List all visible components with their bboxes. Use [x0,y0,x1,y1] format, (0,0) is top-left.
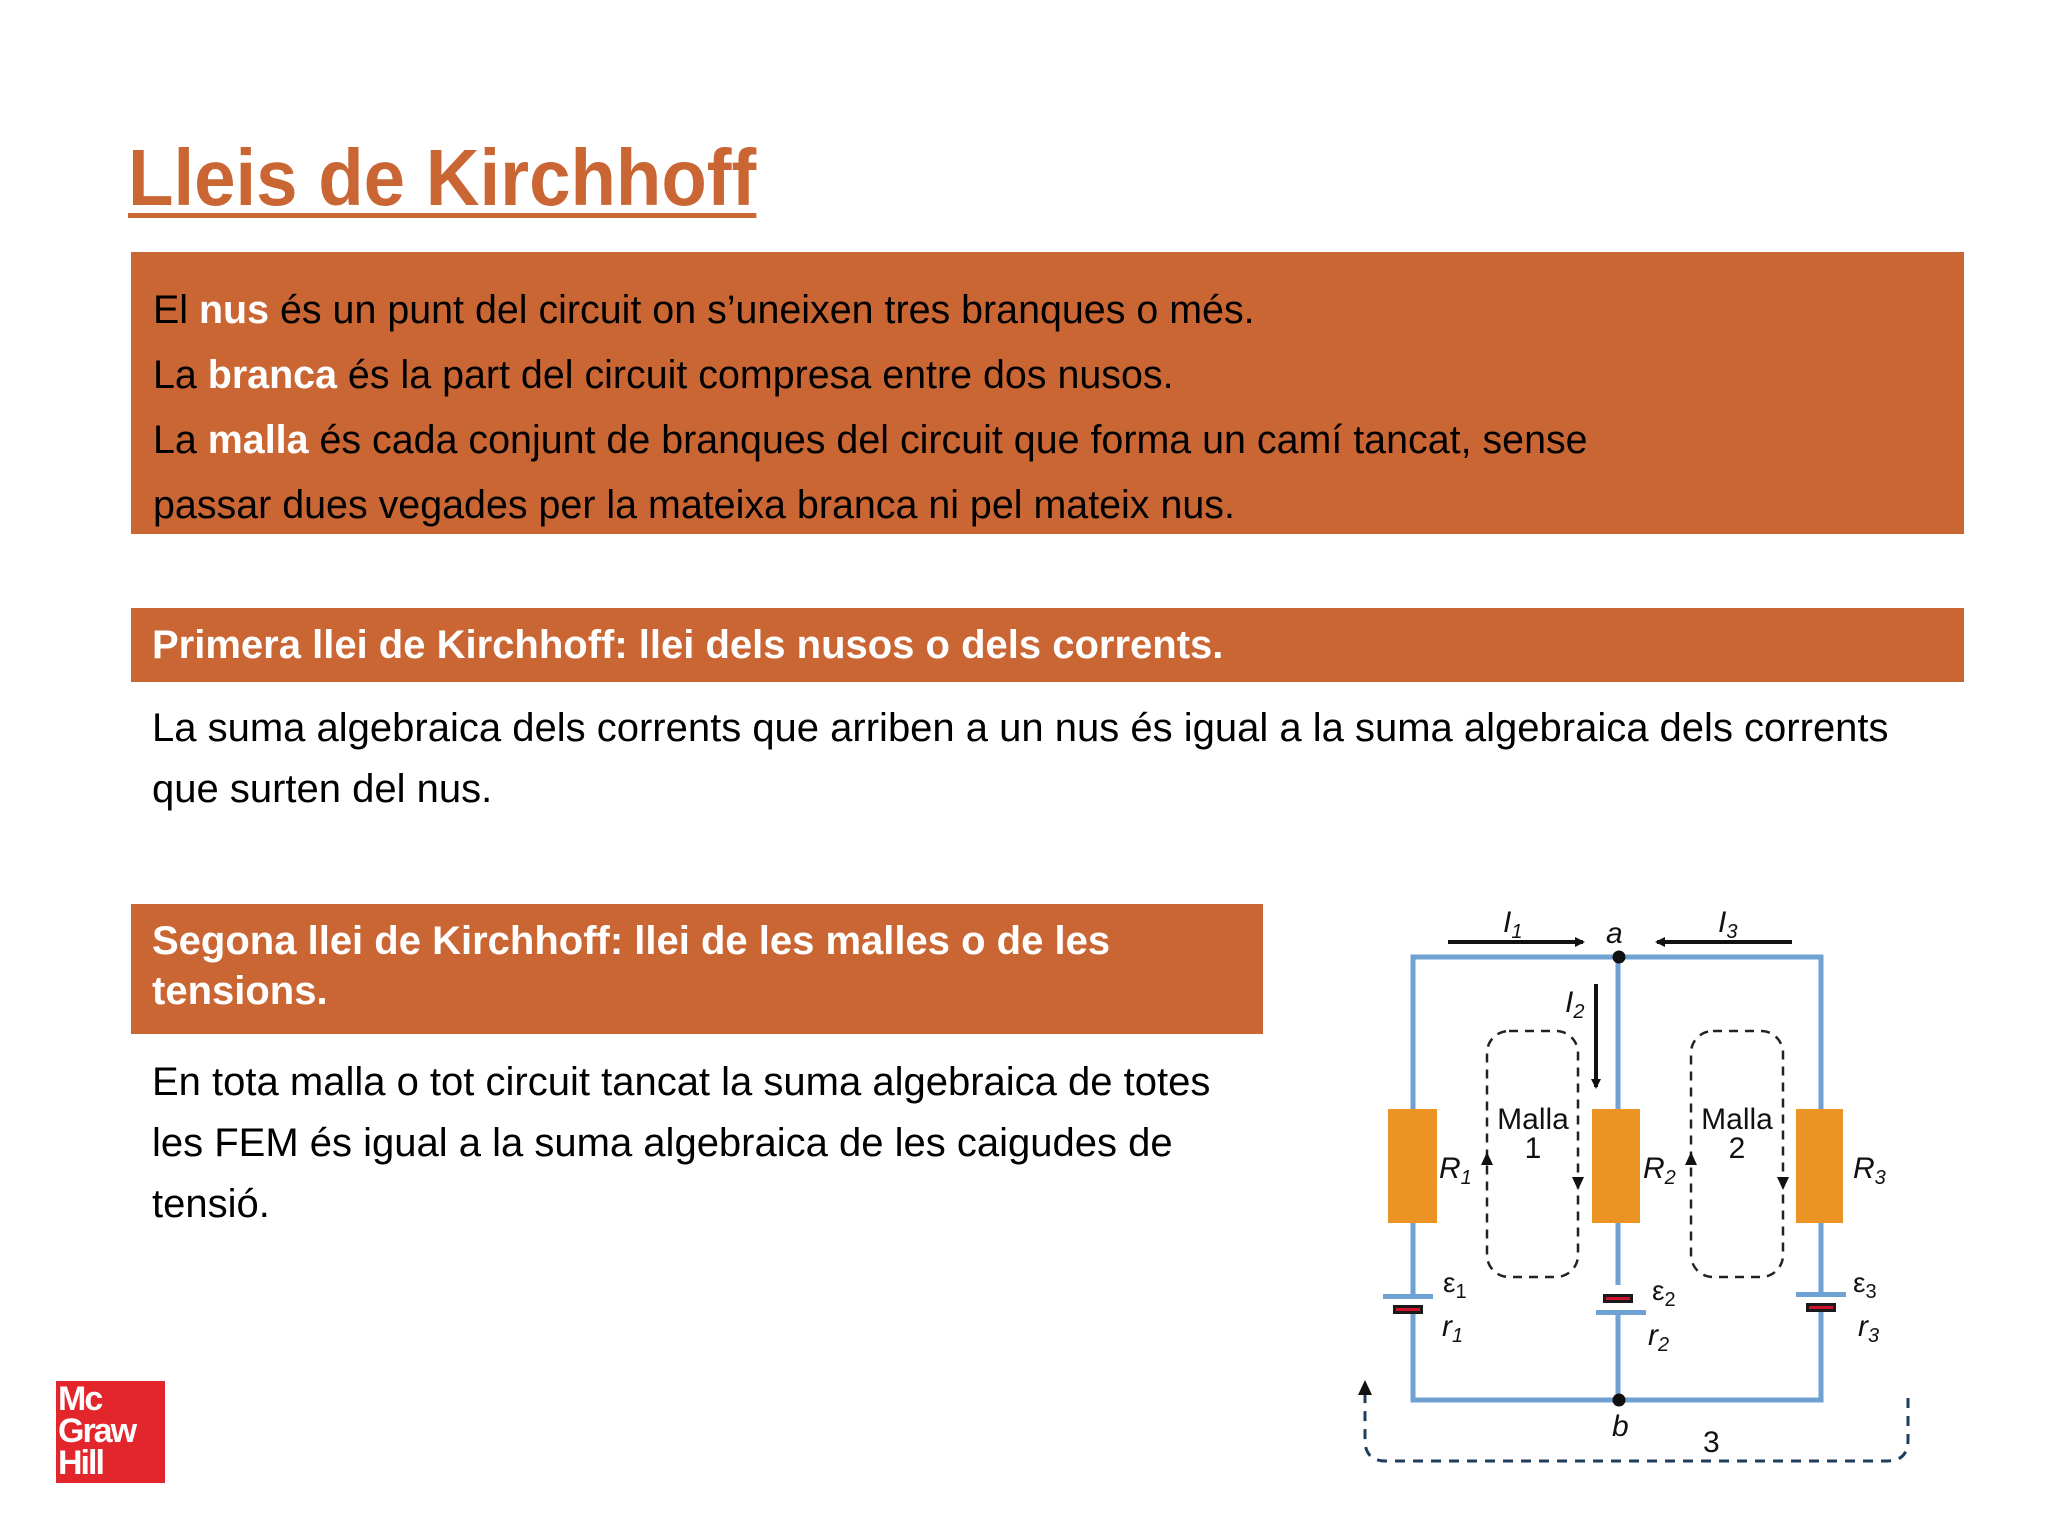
label-r3-internal: $r_3$ [1858,1310,1880,1347]
definition-prefix: La [153,353,208,397]
mesh-1-loop [1487,1031,1578,1277]
label-e2: $\varepsilon_2$ [1652,1275,1676,1311]
second-law-heading: Segona llei de Kirchhoff: llei de les malles o de les tensions. [152,919,1111,1013]
definition-term: malla [207,418,309,462]
definition-prefix: La [153,418,208,462]
definition-text: és un punt del circuit on s’uneixen tres branques o més. [269,288,1255,332]
label-malla-2-number: 2 [1728,1132,1746,1165]
first-law-heading: Primera llei de Kirchhoff: llei dels nusos o dels corrents. [152,623,1224,667]
mesh-3-loop [1365,1395,1908,1461]
circuit-wires [1413,957,1821,1400]
logo-line-3: Hill [58,1444,103,1482]
definition-malla [153,408,1588,473]
definition-term: nus [198,288,270,332]
definition-malla-continued [153,473,1588,538]
label-r1-internal: $r_1$ [1442,1310,1464,1347]
label-malla-3-number: 3 [1703,1426,1720,1459]
node-a-dot [1613,951,1626,964]
mesh-3-arrow-icon [1358,1380,1372,1395]
first-law-header [131,608,1964,682]
second-law-text: En tota malla o tot circuit tancat la suma algebraica de totes les FEM és igual a la suma algebraica de les caigudes de tensió. [152,1060,1211,1226]
definition-text: passar dues vegades per la mateixa branca ni pel mateix nus. [153,483,1235,527]
resistors [1388,1109,1843,1223]
definition-branca [153,343,1588,408]
label-node-b: b [1612,1410,1629,1443]
current-arrows [1448,942,1792,1087]
battery-e2 [1596,1285,1646,1315]
node-b-dot [1613,1394,1626,1407]
label-r3: $R_3$ [1853,1152,1886,1189]
label-r2: $R_2$ [1643,1152,1676,1189]
resistor-r3 [1796,1109,1843,1223]
label-malla-1: Malla [1497,1103,1569,1136]
label-r2-internal: $r_2$ [1648,1319,1670,1356]
definition-text: és cada conjunt de branques del circuit que forma un camí tancat, sense [308,418,1588,462]
definitions-box [131,252,1964,534]
label-i2: $I_2$ [1565,986,1585,1023]
resistor-r1 [1388,1109,1437,1223]
definition-term: branca [207,353,337,397]
label-e1: $\varepsilon_1$ [1443,1267,1467,1303]
label-r1: $R_1$ [1439,1152,1472,1189]
definition-prefix: El [153,288,199,332]
label-malla-2: Malla [1701,1103,1773,1136]
label-malla-1-number: 1 [1524,1132,1542,1165]
definition-text: és la part del circuit compresa entre dos nusos. [336,353,1174,397]
mesh-direction-arrows [1481,1152,1789,1190]
label-i1: $I_1$ [1503,906,1523,943]
battery-e1 [1383,1294,1433,1314]
logo-line-2: Graw [58,1412,136,1450]
mesh-2-loop [1691,1031,1783,1277]
slide-title: Lleis de Kirchhoff [128,133,757,222]
label-e3: $\varepsilon_3$ [1853,1267,1877,1303]
mesh-loops [1487,1031,1783,1277]
label-node-a: a [1606,917,1623,950]
label-i3: $I_3$ [1718,906,1738,943]
second-law-header [131,904,1263,1034]
battery-e3 [1796,1292,1846,1312]
definition-nus [153,278,1588,343]
first-law-text: La suma algebraica dels corrents que arriben a un nus és igual a la suma algebraica dels corrents que surten del nus. [152,706,1889,811]
logo-line-1: Mc [58,1380,102,1418]
mcgraw-hill-logo [56,1381,165,1483]
resistor-r2 [1592,1109,1640,1223]
